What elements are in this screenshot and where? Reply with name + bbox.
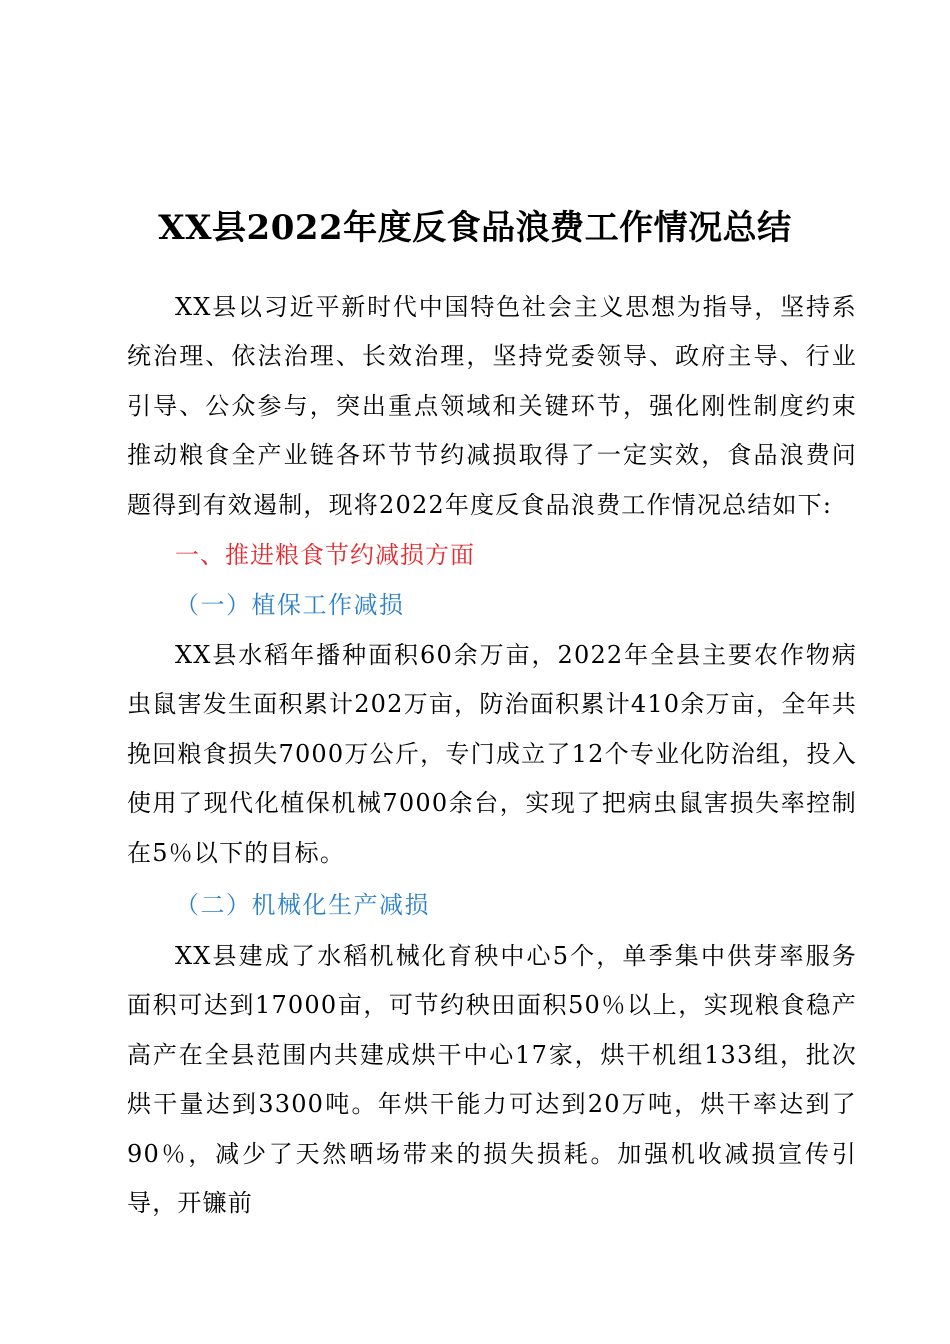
section-heading-1: 一、推进粮食节约减损方面 (175, 541, 475, 569)
document-title: XX县2022年度反食品浪费工作情况总结 (158, 208, 792, 248)
plant-protection-paragraph: XX县水稻年播种面积60余万亩，2022年全县主要农作物病虫鼠害发生面积累计202万亩，防治面积累计410余万亩，全年共挽回粮食损失7000万公斤，专门成立了12个专业化防治组，投入使用了现代化植保机械7000余台，实现了把病虫鼠害损失率控制在5％以下的目标。 (127, 641, 857, 867)
subsection-heading-mechanization: （二）机械化生产减损 (175, 891, 430, 919)
mechanization-paragraph: XX县建成了水稻机械化育秧中心5个，单季集中供芽率服务面积可达到17000亩，可节约秧田面积50％以上，实现粮食稳产高产在全县范围内共建成烘干中心17家，烘干机组133组，批次烘干量达到3300吨。年烘干能力可达到20万吨，烘干率达到了90％，减少了天然晒场带来的损失损耗。加强机收减损宣传引导，开镰前 (127, 942, 857, 1218)
subsection-heading-plant-protection: （一）植保工作减损 (175, 591, 405, 619)
intro-paragraph: XX县以习近平新时代中国特色社会主义思想为指导，坚持系统治理、依法治理、长效治理，坚持党委领导、政府主导、行业引导、公众参与，突出重点领域和关键环节，强化刚性制度约束推动粮食全产业链各环节节约减损取得了一定实效，食品浪费问题得到有效遏制，现将2022年度反食品浪费工作情况总结如下: (127, 293, 857, 519)
